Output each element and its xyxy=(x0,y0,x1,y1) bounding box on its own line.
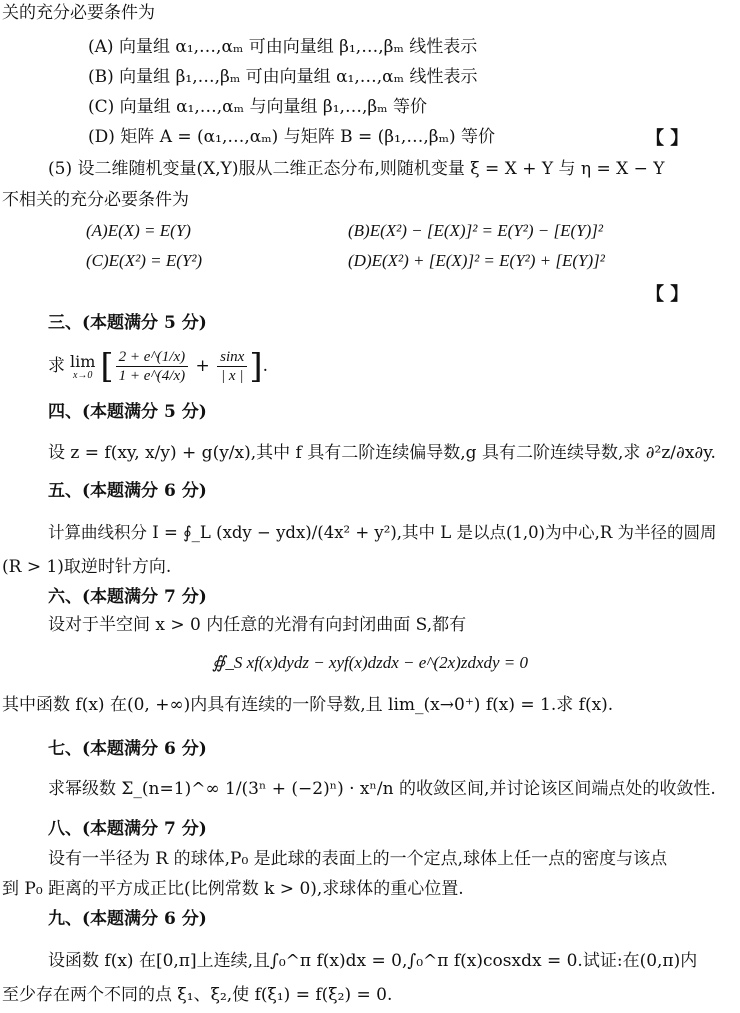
lim-subscript: x→0 xyxy=(72,369,93,381)
q4-option-b: (B) 向量组 β₁,…,βₘ 可由向量组 α₁,…,αₘ 线性表示 xyxy=(88,67,478,87)
right-bracket: ] xyxy=(249,346,263,387)
section-5-line-2: (R > 1)取逆时针方向. xyxy=(2,557,172,577)
section-3-problem: 求 lim x→0 [ $\frac{2 + e\^{}(1/x)}{1 + e\^{}(4/x)}$ + $\frac{\sin x}{| x |}$ ]. xyxy=(48,346,269,387)
q5-option-c: (C)E(X²) = E(Y²) xyxy=(86,251,203,270)
section-8-heading: 八、(本题满分 7 分) xyxy=(48,819,207,839)
fraction-1-denominator: 1 + e^(4/x) xyxy=(118,368,186,384)
section-9-line-2: 至少存在两个不同的点 ξ₁、ξ₂,使 f(ξ₁) = f(ξ₂) = 0. xyxy=(2,985,393,1005)
fraction-1-numerator: 2 + e^(1/x) xyxy=(116,348,188,367)
section-4-text: 设 z = f(xy, x/y) + g(y/x),其中 f 具有二阶连续偏导数,g 具有二阶连续导数,求 ∂²z/∂x∂y. xyxy=(48,443,716,463)
section-3-prefix: 求 xyxy=(48,356,65,376)
section-7-heading: 七、(本题满分 6 分) xyxy=(48,739,207,759)
section-6-line-3: 其中函数 f(x) 在(0, +∞)内具有连续的一阶导数,且 lim_(x→0⁺) f(x) = 1.求 f(x). xyxy=(2,695,614,715)
section-7-text: 求幂级数 Σ_(n=1)^∞ 1/(3ⁿ + (−2)ⁿ) · xⁿ/n 的收敛区间,并讨论该区间端点处的收敛性. xyxy=(48,779,716,799)
section-6-heading: 六、(本题满分 7 分) xyxy=(48,587,207,607)
fraction-2 xyxy=(217,348,247,385)
q5-option-a: (A)E(X) = E(Y) xyxy=(86,221,191,240)
q5-option-b: (B)E(X²) − [E(X)]² = E(Y²) − [E(Y)]² xyxy=(348,221,603,240)
section-3-heading: 三、(本题满分 5 分) xyxy=(48,313,207,333)
section-6-line-1: 设对于半空间 x > 0 内任意的光滑有向封闭曲面 S,都有 xyxy=(48,615,467,635)
limit-operator xyxy=(67,353,98,381)
lim-label: lim xyxy=(70,351,96,371)
q4-option-d: (D) 矩阵 A = (α₁,…,αₘ) 与矩阵 B = (β₁,…,βₘ) 等价 xyxy=(88,127,496,147)
fraction-2-numerator: sinx xyxy=(217,348,247,367)
section-8-line-2: 到 P₀ 距离的平方成正比(比例常数 k > 0),求球体的重心位置. xyxy=(2,879,464,899)
section-4-heading: 四、(本题满分 5 分) xyxy=(48,402,207,422)
section-5-heading: 五、(本题满分 6 分) xyxy=(48,481,207,501)
section-5-line-1: 计算曲线积分 I = ∮_L (xdy − ydx)/(4x² + y²),其中 L 是以点(1,0)为中心,R 为半径的圆周 xyxy=(48,523,717,542)
q4-option-a: (A) 向量组 α₁,…,αₘ 可由向量组 β₁,…,βₘ 线性表示 xyxy=(88,37,478,57)
fraction-1 xyxy=(116,348,188,385)
section-9-heading: 九、(本题满分 6 分) xyxy=(48,909,207,929)
q4-option-c: (C) 向量组 α₁,…,αₘ 与向量组 β₁,…,βₘ 等价 xyxy=(88,97,428,117)
answer-bracket-q5: 【 】 xyxy=(646,284,689,305)
q5-option-d: (D)E(X²) + [E(X)]² = E(Y²) + [E(Y)]² xyxy=(348,251,605,270)
section-8-line-1: 设有一半径为 R 的球体,P₀ 是此球的表面上的一个定点,球体上任一点的密度与该点 xyxy=(48,849,668,869)
q5-line-2: 不相关的充分必要条件为 xyxy=(2,190,189,210)
section-6-equation: ∯_S xf(x)dydz − xyf(x)dzdx − e^(2x)zdxdy = 0 xyxy=(212,653,529,672)
left-bracket: [ xyxy=(100,346,114,387)
section-9-line-1: 设函数 f(x) 在[0,π]上连续,且∫₀^π f(x)dx = 0,∫₀^π f(x)cosxdx = 0.试证:在(0,π)内 xyxy=(48,951,698,971)
answer-bracket-q4: 【 】 xyxy=(646,128,689,149)
intro-line: 关的充分必要条件为 xyxy=(2,3,155,23)
q5-line-1: (5) 设二维随机变量(X,Y)服从二维正态分布,则随机变量 ξ = X + Y 与 η = X − Y xyxy=(48,159,665,179)
fraction-2-denominator: | x | xyxy=(221,368,244,384)
